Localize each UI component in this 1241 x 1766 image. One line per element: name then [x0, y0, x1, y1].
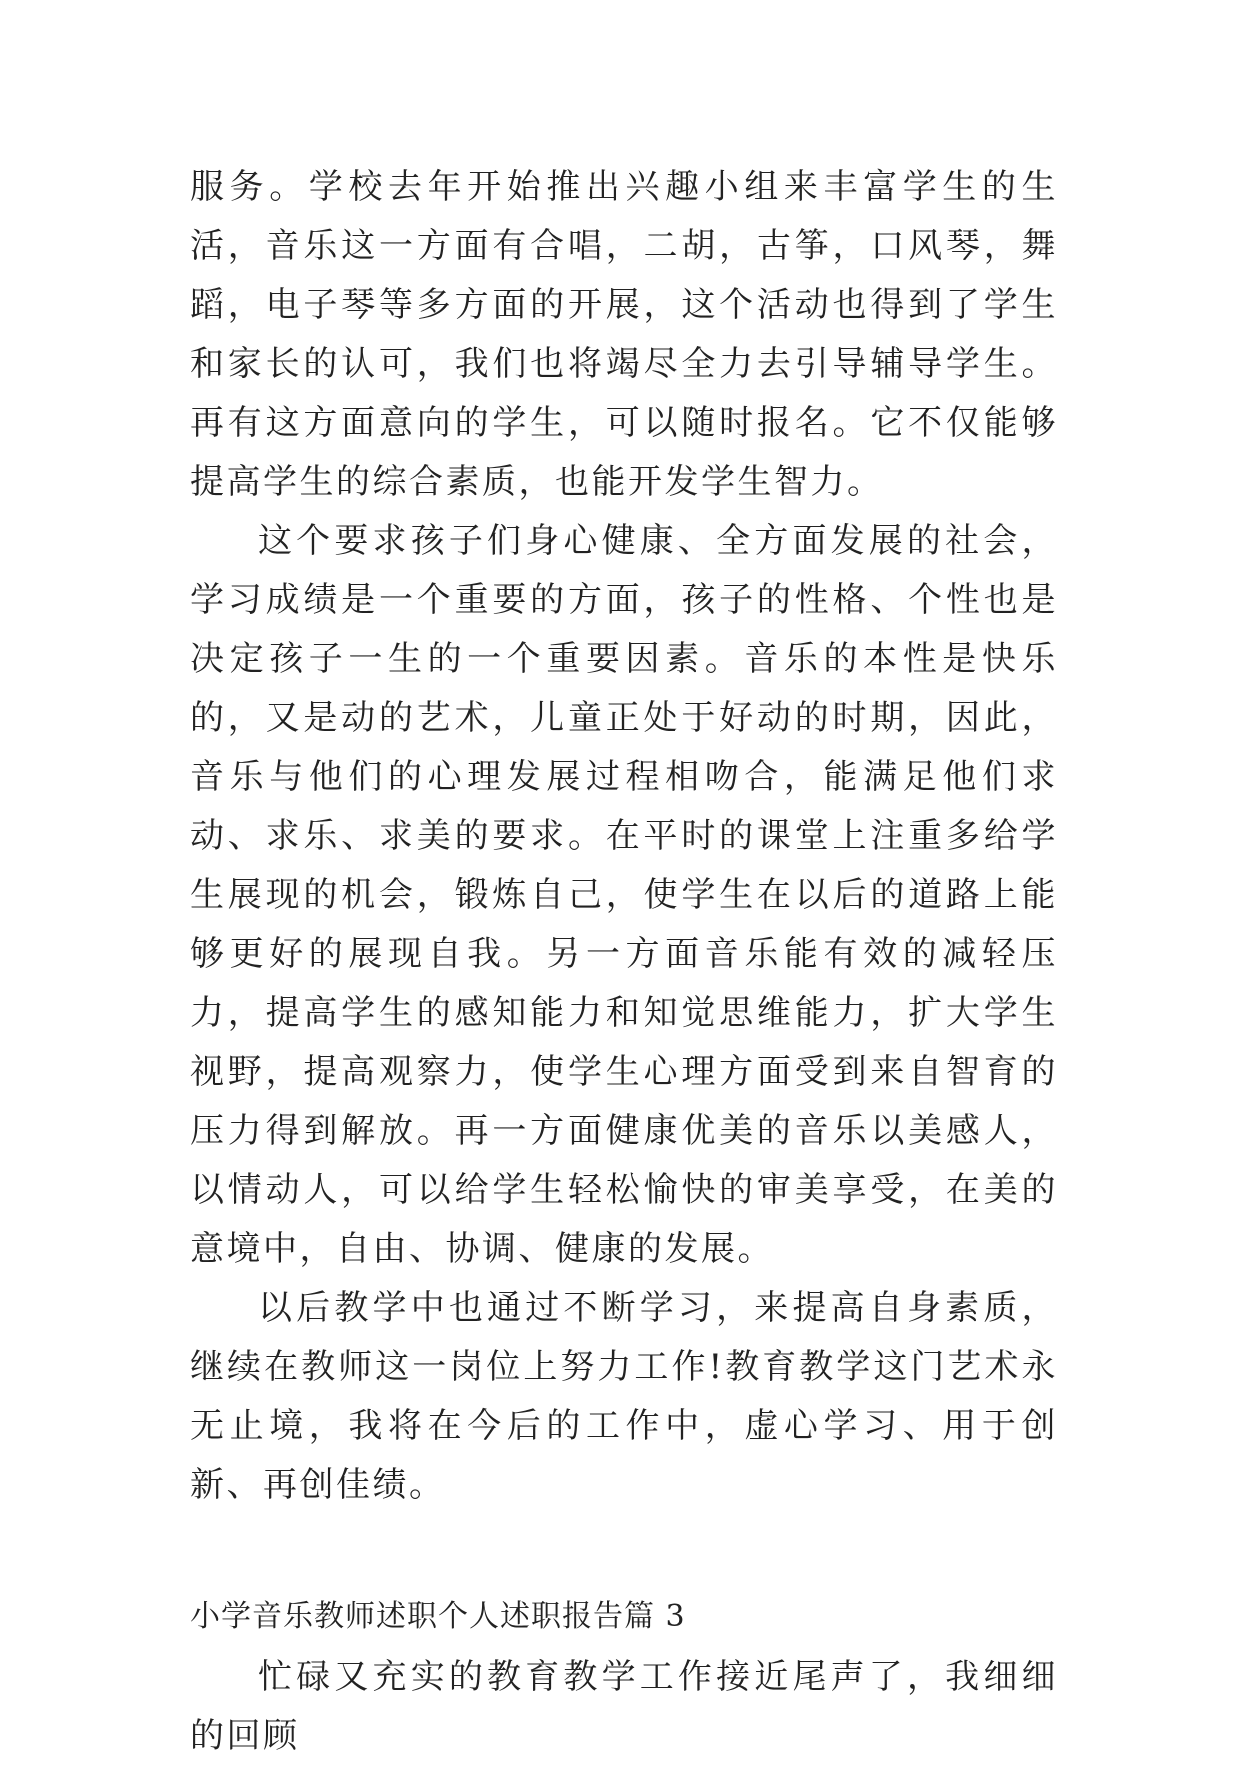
- document-body: [190, 158, 1058, 1766]
- paragraph-section-start: 忙碌又充实的教育教学工作接近尾声了，我细细的回顾: [190, 1657, 1058, 1756]
- section-heading: 小学音乐教师述职个人述职报告篇 3: [190, 1599, 686, 1634]
- paragraph-continuation: 服务。学校去年开始推出兴趣小组来丰富学生的生活，音乐这一方面有合唱，二胡，古筝，口风琴，舞蹈，电子琴等多方面的开展，这个活动也得到了学生和家长的认可，我们也将竭尽全力去引导辅导学生。再有这方面意向的学生，可以随时报名。它不仅能够提高学生的综合素质，也能开发学生智力。: [190, 167, 1058, 502]
- paragraph-music-benefits: 这个要求孩子们身心健康、全方面发展的社会，学习成绩是一个重要的方面，孩子的性格、个性也是决定孩子一生的一个重要因素。音乐的本性是快乐的，又是动的艺术，儿童正处于好动的时期，因此，音乐与他们的心理发展过程相吻合，能满足他们求动、求乐、求美的要求。在平时的课堂上注重多给学生展现的机会，锻炼自己，使学生在以后的道路上能够更好的展现自我。另一方面音乐能有效的减轻压力，提高学生的感知能力和知觉思维能力，扩大学生视野，提高观察力，使学生心理方面受到来自智育的压力得到解放。再一方面健康优美的音乐以美感人，以情动人，可以给学生轻松愉快的审美享受，在美的意境中，自由、协调、健康的发展。: [190, 521, 1058, 1269]
- paragraph-closing: 以后教学中也通过不断学习，来提高自身素质，继续在教师这一岗位上努力工作!教育教学这门艺术永无止境，我将在今后的工作中，虚心学习、用于创新、再创佳绩。: [190, 1288, 1058, 1505]
